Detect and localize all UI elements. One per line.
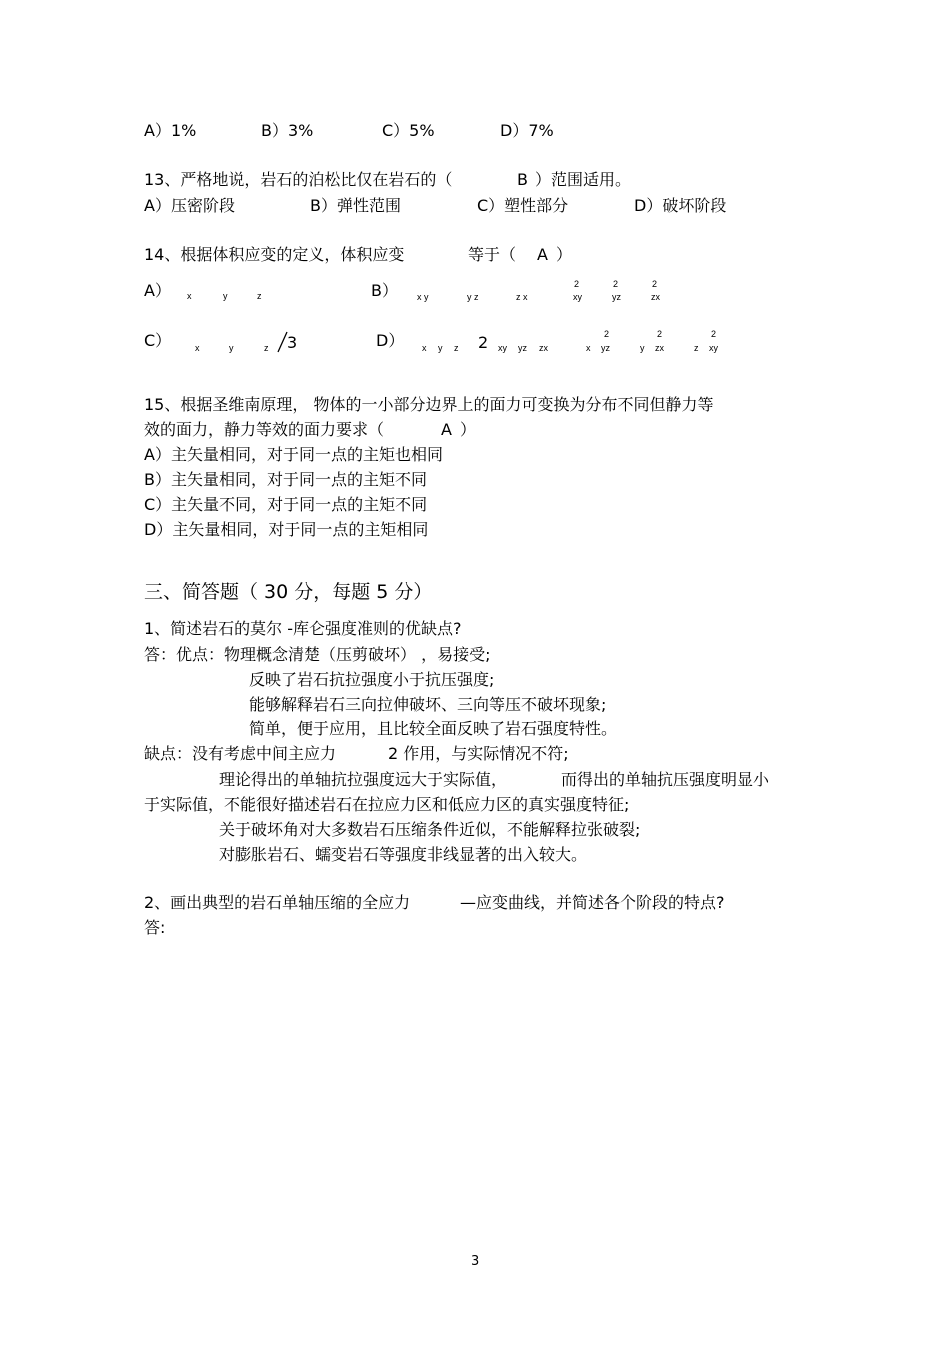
q14-c-tail: 3 xyxy=(287,333,298,352)
q15-stem-post: ） xyxy=(460,420,477,439)
q14-b-sub: xy xyxy=(573,292,582,302)
q14-b-sub: zx xyxy=(651,292,660,302)
q14-option-b-label: B） xyxy=(371,281,398,300)
page-number: 3 xyxy=(471,1254,480,1269)
sq1-disadvantage-line: 2 作用，与实际情况不符; xyxy=(388,744,569,763)
q15-stem-line2: 效的面力，静力等效的面力要求（ xyxy=(144,420,385,439)
q14-option-c-label: C） xyxy=(144,331,172,350)
q14-d-sq-term: zx xyxy=(655,343,664,353)
q14-c-term: x xyxy=(195,343,200,353)
q14-stem-pre: 14、根据体积应变的定义，体积应变 xyxy=(144,245,405,264)
sq1-disadvantage-line: 对膨胀岩石、蠕变岩石等强度非线显著的出入较大。 xyxy=(219,845,588,864)
sq2-question: 2、画出典型的岩石单轴压缩的全应力 xyxy=(144,893,411,912)
q15-option-c: C）主矢量不同，对于同一点的主矩不同 xyxy=(144,495,428,514)
q14-stem-mid: 等于（ xyxy=(468,245,517,264)
sq1-disadvantage-line: 理论得出的单轴抗拉强度远大于实际值， xyxy=(219,770,508,789)
sq1-advantage-line: 答：优点：物理概念清楚（压剪破坏） ，易接受; xyxy=(144,645,491,664)
q14-d-term: z xyxy=(454,343,459,353)
q14-c-term: y xyxy=(229,343,234,353)
q13-option-d: D）破坏阶段 xyxy=(634,196,727,215)
q14-d-square: 2 xyxy=(711,329,717,339)
sq1-disadvantage-line: 而得出的单轴抗压强度明显小 xyxy=(561,770,770,789)
q15-option-b: B）主矢量相同，对于同一点的主矩不同 xyxy=(144,470,427,489)
q14-c-term: z xyxy=(264,343,269,353)
q14-option-d-label: D） xyxy=(376,331,405,350)
q14-b-term: z x xyxy=(516,292,528,302)
q14-d-square: 2 xyxy=(657,329,663,339)
q13-option-c: C）塑性部分 xyxy=(477,196,569,215)
q14-a-term: y xyxy=(223,291,228,301)
q13-option-b: B）弹性范围 xyxy=(310,196,401,215)
q15-answer: A xyxy=(441,420,452,439)
q13-stem-post: ）范围适用。 xyxy=(535,170,632,189)
q14-d-sub: xy xyxy=(498,343,507,353)
q14-d-sub: zx xyxy=(539,343,548,353)
sq1-advantage-line: 反映了岩石抗拉强度小于抗压强度; xyxy=(249,670,495,689)
q14-b-square: 2 xyxy=(652,279,658,289)
q14-d-sub: yz xyxy=(518,343,527,353)
q14-answer: A xyxy=(537,245,548,264)
q14-d-sq-term: x xyxy=(586,343,591,353)
q14-d-sq-term: xy xyxy=(709,343,718,353)
q14-d-square: 2 xyxy=(604,329,610,339)
sq1-disadvantage-line: 关于破坏角对大多数岩石压缩条件近似，不能解释拉张破裂; xyxy=(219,820,641,839)
q13-option-a: A）压密阶段 xyxy=(144,196,235,215)
q14-d-term: x xyxy=(422,343,427,353)
q12-option-d: D）7% xyxy=(500,121,554,140)
sq1-disadvantage-line: 于实际值，不能很好描述岩石在拉应力区和低应力区的真实强度特征; xyxy=(144,795,630,814)
q14-stem-post: ） xyxy=(556,245,573,264)
q14-b-square: 2 xyxy=(574,279,580,289)
sq1-disadvantage-line: 缺点：没有考虑中间主应力 xyxy=(144,744,337,763)
q13-stem-pre: 13、严格地说，岩石的泊松比仅在岩石的（ xyxy=(144,170,453,189)
q14-b-sub: yz xyxy=(612,292,621,302)
q15-option-d: D）主矢量相同，对于同一点的主矩相同 xyxy=(144,520,429,539)
q14-a-term: z xyxy=(257,291,262,301)
q14-option-a-label: A） xyxy=(144,281,171,300)
q12-option-c: C）5% xyxy=(382,121,435,140)
q14-d-sq-term: yz xyxy=(601,343,610,353)
q14-a-term: x xyxy=(187,291,192,301)
sq1-advantage-line: 简单，便于应用，且比较全面反映了岩石强度特性。 xyxy=(249,719,618,738)
q12-option-b: B）3% xyxy=(261,121,314,140)
section-heading: 三、简答题（ 30 分，每题 5 分） xyxy=(144,581,433,603)
q14-b-term: x y xyxy=(417,292,429,302)
q14-b-square: 2 xyxy=(613,279,619,289)
q12-option-a: A）1% xyxy=(144,121,197,140)
sq1-advantage-line: 能够解释岩石三向拉伸破坏、三向等压不破坏现象; xyxy=(249,695,607,714)
sq1-question: 1、简述岩石的莫尔 -库仑强度准则的优缺点? xyxy=(144,619,462,638)
q14-d-term: y xyxy=(438,343,443,353)
q15-stem-line1: 15、根据圣维南原理， 物体的一小部分边界上的面力可变换为分布不同但静力等 xyxy=(144,395,714,414)
q13-answer: B xyxy=(517,170,528,189)
q14-d-two: 2 xyxy=(478,333,489,352)
q15-option-a: A）主矢量相同，对于同一点的主矩也相同 xyxy=(144,445,443,464)
q14-b-term: y z xyxy=(467,292,479,302)
sq2-question-post: —应变曲线，并简述各个阶段的特点? xyxy=(460,893,725,912)
q14-d-sq-term: y xyxy=(640,343,645,353)
sq2-answer-label: 答: xyxy=(144,918,166,937)
q14-d-sq-term: z xyxy=(694,343,699,353)
